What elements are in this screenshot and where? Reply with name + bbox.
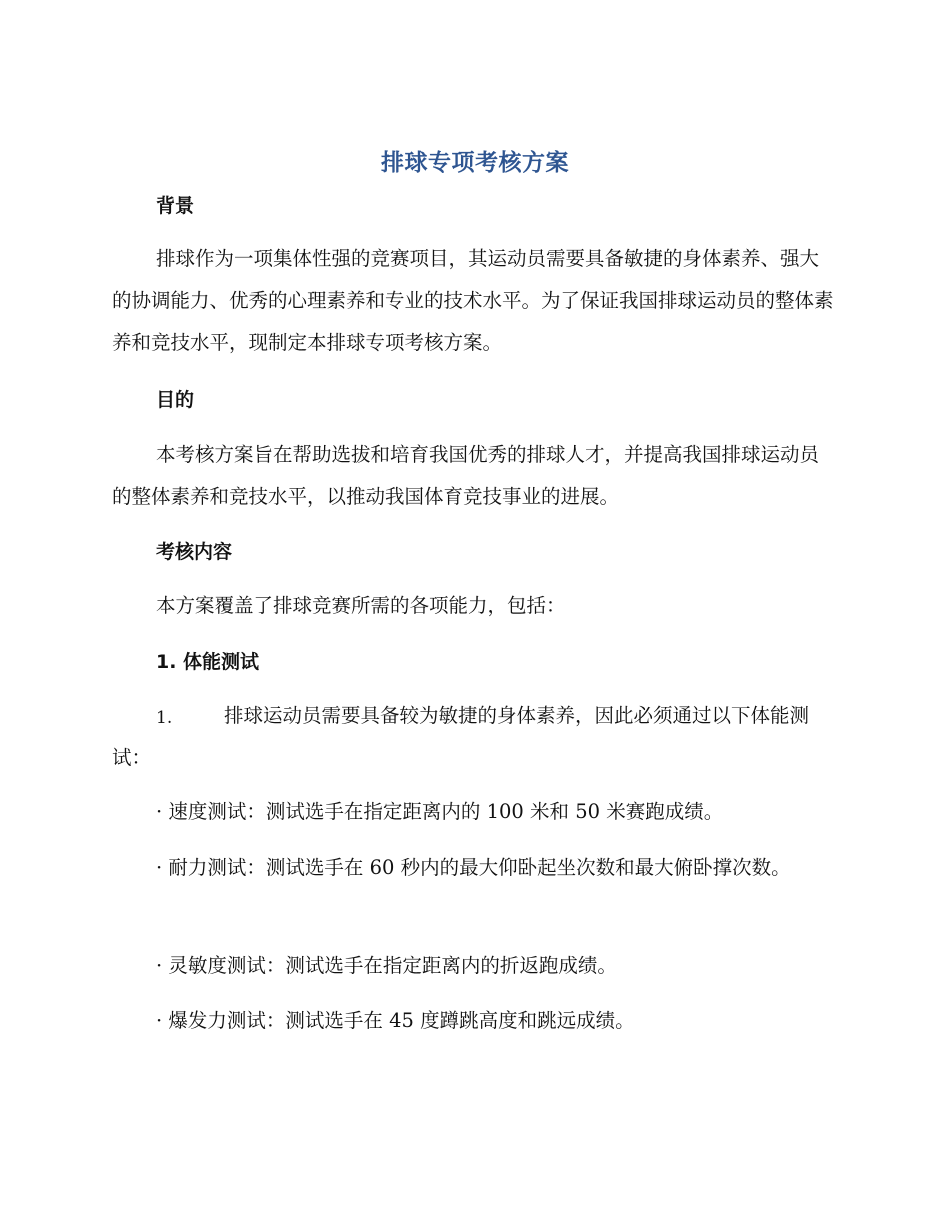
- bullet-speed-test: · 速度测试：测试选手在指定距离内的 100 米和 50 米赛跑成绩。: [156, 800, 724, 823]
- bullet-endurance-test: · 耐力测试：测试选手在 60 秒内的最大仰卧起坐次数和最大俯卧撑次数。: [156, 856, 791, 879]
- paragraph-purpose: 本考核方案旨在帮助选拔和培育我国优秀的排球人才，并提高我国排球运动员的整体素养和竞技水平，以推动我国体育竞技事业的进展。: [112, 443, 820, 508]
- heading-background: 背景: [156, 195, 195, 217]
- document-title: 排球专项考核方案: [381, 150, 569, 176]
- heading-content: 考核内容: [156, 541, 233, 563]
- bullet-agility-test: · 灵敏度测试：测试选手在指定距离内的折返跑成绩。: [156, 954, 617, 977]
- paragraph-background: 排球作为一项集体性强的竞赛项目，其运动员需要具备敏捷的身体素养、强大的协调能力、优秀的心理素养和专业的技术水平。为了保证我国排球运动员的整体素养和竞技水平，现制定本排球专项考核方案。: [112, 247, 834, 354]
- subheading-fitness-test: 1. 体能测试: [156, 651, 260, 673]
- paragraph-content-intro: 本方案覆盖了排球竞赛所需的各项能力，包括：: [156, 594, 566, 617]
- heading-purpose: 目的: [156, 389, 195, 411]
- list-item-text: 排球运动员需要具备较为敏捷的身体素养，因此必须通过以下体能测试：: [112, 704, 810, 769]
- bullet-power-test: · 爆发力测试：测试选手在 45 度蹲跳高度和跳远成绩。: [156, 1009, 635, 1032]
- list-item-fitness: [112, 695, 834, 779]
- list-number: 1.: [156, 708, 173, 728]
